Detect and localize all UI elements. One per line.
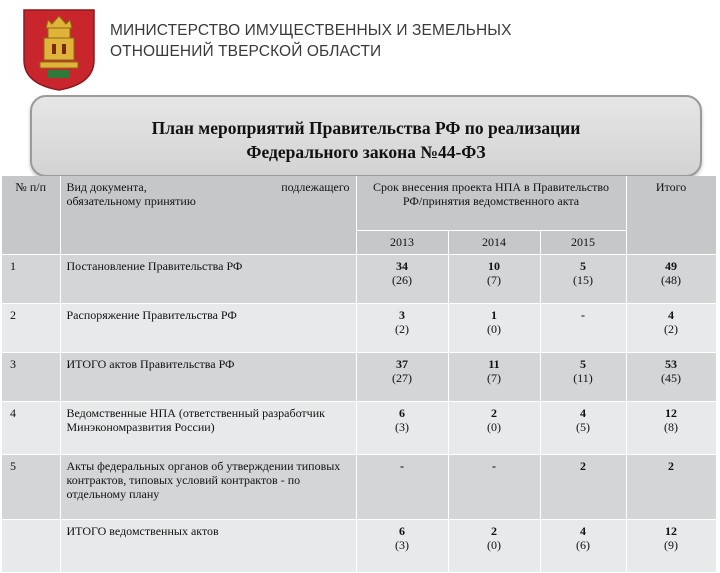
row-2013	[356, 402, 448, 455]
row-doc-name: Распоряжение Правительства РФ	[60, 304, 356, 353]
value-main: 53	[665, 357, 678, 371]
value-main: 5	[580, 259, 587, 273]
header-year-2013: 2013	[356, 231, 448, 255]
value-main: 4	[580, 406, 587, 420]
value-adopted: (7)	[487, 273, 501, 287]
row-2015	[540, 455, 626, 520]
value-main: 11	[488, 357, 500, 371]
row-2014	[448, 520, 540, 573]
plan-banner	[30, 95, 702, 177]
value-adopted: (27)	[392, 371, 412, 385]
value-main: 37	[396, 357, 408, 371]
header-doc-part-2: подлежащего	[281, 180, 350, 194]
value-adopted: (5)	[576, 420, 591, 434]
value-main: 2	[580, 459, 587, 473]
header-doc-type	[60, 176, 356, 255]
page-header	[0, 0, 720, 92]
row-2013	[356, 455, 448, 520]
value-adopted: (6)	[576, 538, 591, 552]
value-adopted: (26)	[392, 273, 412, 287]
value-adopted: (0)	[487, 538, 501, 552]
ministry-line-1: МИНИСТЕРСТВО ИМУЩЕСТВЕННЫХ И ЗЕМЕЛЬНЫХ	[110, 22, 512, 39]
value-main: -	[581, 308, 586, 322]
table-row	[2, 402, 716, 455]
value-main: 49	[665, 259, 678, 273]
row-2013	[356, 255, 448, 304]
value-adopted: (45)	[661, 371, 682, 385]
value-adopted: (3)	[395, 420, 409, 434]
value-main: 2	[491, 406, 497, 420]
value-adopted: (2)	[395, 322, 409, 336]
row-total	[626, 402, 716, 455]
header-year-2014: 2014	[448, 231, 540, 255]
value-adopted: (15)	[573, 273, 594, 287]
row-2014	[448, 353, 540, 402]
table-row	[2, 304, 716, 353]
row-doc-name: Постановление Правительства РФ	[60, 255, 356, 304]
banner-title	[152, 108, 581, 164]
value-adopted: (0)	[487, 322, 501, 336]
row-2014	[448, 402, 540, 455]
value-main: 10	[488, 259, 500, 273]
row-2014	[448, 304, 540, 353]
header-year-2015: 2015	[540, 231, 626, 255]
value-adopted: (2)	[664, 322, 679, 336]
row-num: 5	[2, 455, 60, 520]
row-2014	[448, 255, 540, 304]
table-row	[2, 520, 716, 573]
value-adopted: (0)	[487, 420, 501, 434]
table-row	[2, 455, 716, 520]
value-main: 6	[399, 524, 405, 538]
table-row	[2, 255, 716, 304]
row-2015	[540, 304, 626, 353]
row-2015	[540, 353, 626, 402]
table-row	[2, 353, 716, 402]
row-total	[626, 520, 716, 573]
row-num: 2	[2, 304, 60, 353]
row-2014	[448, 455, 540, 520]
value-main: 6	[399, 406, 405, 420]
ministry-line-2: ОТНОШЕНИЙ ТВЕРСКОЙ ОБЛАСТИ	[110, 43, 382, 60]
row-num: 1	[2, 255, 60, 304]
row-total	[626, 304, 716, 353]
value-main: 12	[665, 406, 678, 420]
row-2013	[356, 353, 448, 402]
value-main: 12	[665, 524, 678, 538]
row-2013	[356, 520, 448, 573]
value-main: 5	[580, 357, 587, 371]
row-2015	[540, 402, 626, 455]
ministry-title	[110, 20, 630, 62]
value-adopted: (8)	[664, 420, 679, 434]
value-main: -	[400, 459, 404, 473]
value-main: -	[492, 459, 496, 473]
row-doc-name: ИТОГО ведомственных актов	[60, 520, 356, 573]
plan-table	[2, 176, 717, 573]
value-main: 1	[491, 308, 497, 322]
value-main: 2	[491, 524, 497, 538]
header-deadline: Срок внесения проекта НПА в Правительство РФ/принятия ведомственного акта	[356, 176, 626, 231]
value-adopted: (11)	[573, 371, 593, 385]
coat-of-arms-icon	[22, 8, 96, 92]
row-doc-name: ИТОГО актов Правительства РФ	[60, 353, 356, 402]
row-2015	[540, 520, 626, 573]
value-main: 3	[399, 308, 405, 322]
table-body	[2, 255, 716, 573]
row-total	[626, 255, 716, 304]
header-doc-part-1: Вид документа,	[66, 180, 147, 194]
row-total	[626, 455, 716, 520]
row-num: 4	[2, 402, 60, 455]
value-main: 34	[396, 259, 408, 273]
row-doc-name: Акты федеральных органов об утверждении типовых контрактов, типовых условий контрактов - по отдельному плану	[60, 455, 356, 520]
banner-line-2: Федерального закона №44-ФЗ	[246, 142, 486, 162]
row-num	[2, 520, 60, 573]
value-adopted: (9)	[664, 538, 679, 552]
row-doc-name: Ведомственные НПА (ответственный разработчик Минэкономразвития России)	[60, 402, 356, 455]
row-total	[626, 353, 716, 402]
table-header-row	[2, 176, 716, 231]
banner-line-1: План мероприятий Правительства РФ по реализации	[151, 118, 581, 138]
value-main: 2	[668, 459, 675, 473]
value-main: 4	[668, 308, 675, 322]
header-num: № п/п	[2, 176, 60, 255]
row-num: 3	[2, 353, 60, 402]
header-total: Итого	[626, 176, 716, 255]
value-adopted: (48)	[661, 273, 682, 287]
row-2013	[356, 304, 448, 353]
row-2015	[540, 255, 626, 304]
value-main: 4	[580, 524, 587, 538]
header-doc-part-3: обязательному принятию	[66, 194, 196, 208]
value-adopted: (7)	[487, 371, 501, 385]
value-adopted: (3)	[395, 538, 409, 552]
